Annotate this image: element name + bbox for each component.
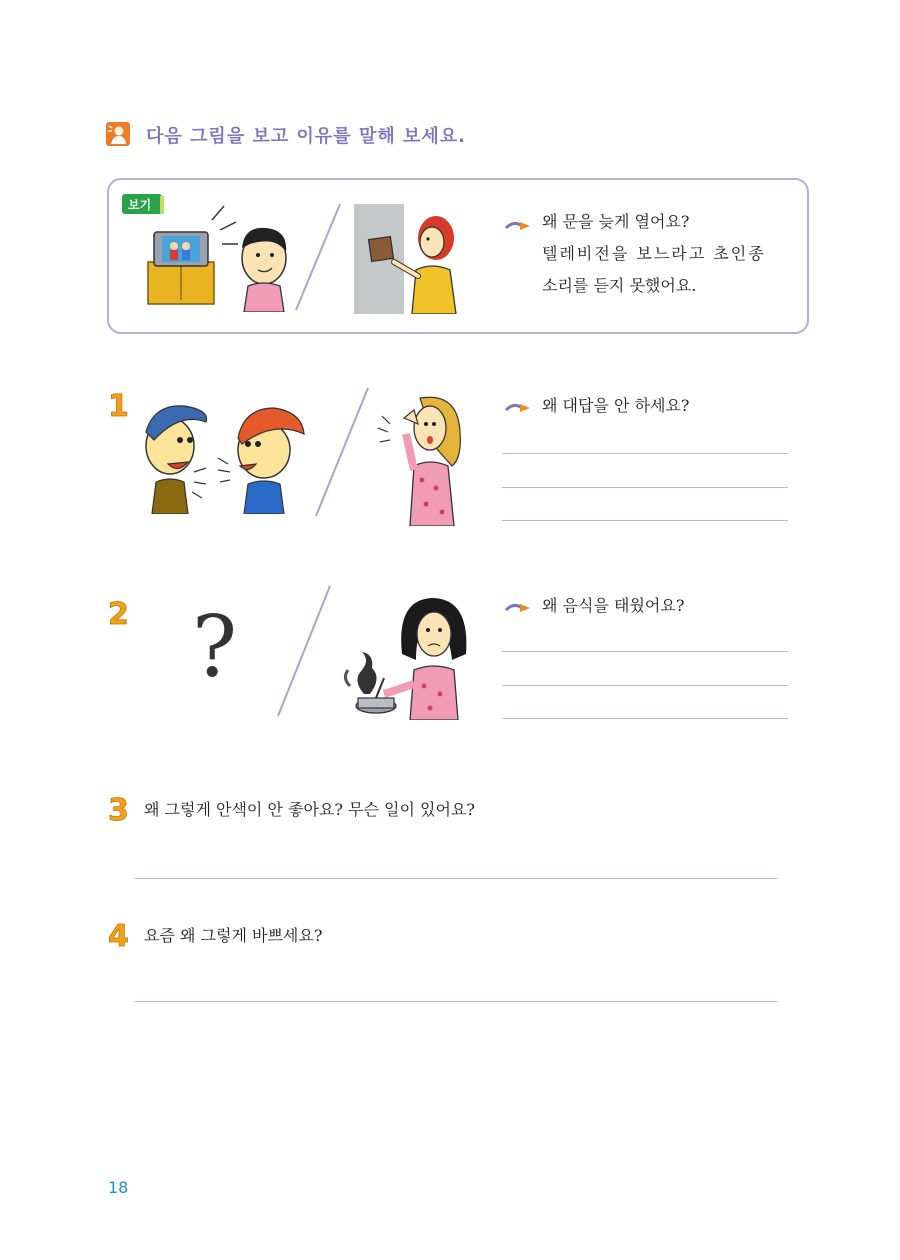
door-opening-illustration <box>352 204 464 314</box>
item-2-question: 왜 음식을 태웠어요? <box>542 596 685 615</box>
answer-line[interactable] <box>502 685 788 686</box>
item-3-number: 3 <box>108 793 129 828</box>
item-4-question: 요즘 왜 그렇게 바쁘세요? <box>144 926 323 945</box>
answer-line[interactable] <box>134 1001 778 1002</box>
arrow-icon <box>504 600 534 614</box>
example-answer-line-1: 텔레비전을 보느라고 초인종 <box>542 244 766 263</box>
number-badge-icon <box>104 384 138 424</box>
arrow-icon <box>504 218 534 232</box>
answer-line[interactable] <box>502 453 788 454</box>
divider-line <box>310 384 374 520</box>
arrow-icon <box>504 400 534 414</box>
example-question: 왜 문을 늦게 열어요? <box>542 212 690 231</box>
woman-burning-food-illustration <box>340 594 472 720</box>
item-1-number: 1 <box>108 389 129 424</box>
speaking-person-icon <box>106 122 130 146</box>
item-3-question: 왜 그렇게 안색이 안 좋아요? 무슨 일이 있어요? <box>144 800 475 819</box>
question-mark-icon <box>186 598 242 688</box>
page-number: 18 <box>108 1178 129 1197</box>
divider-line <box>272 582 336 720</box>
number-badge-icon <box>104 914 138 954</box>
example-answer-line-2: 소리를 듣지 못했어요. <box>542 276 697 295</box>
answer-line[interactable] <box>502 718 788 719</box>
item-1-question: 왜 대답을 안 하세요? <box>542 396 690 415</box>
answer-line[interactable] <box>502 651 788 652</box>
page-title: 다음 그림을 보고 이유를 말해 보세요. <box>146 126 466 147</box>
example-badge-label: 보기 <box>128 198 152 212</box>
two-men-talking-illustration <box>134 396 310 514</box>
answer-line[interactable] <box>502 487 788 488</box>
woman-waving-illustration <box>376 388 470 526</box>
answer-line[interactable] <box>134 878 778 879</box>
divider-line <box>290 200 350 314</box>
number-badge-icon <box>104 788 138 828</box>
item-2-number: 2 <box>108 597 129 632</box>
number-badge-icon <box>104 592 138 632</box>
answer-line[interactable] <box>502 520 788 521</box>
tv-watching-illustration <box>140 200 310 312</box>
question-mark: ? <box>192 598 238 688</box>
item-4-number: 4 <box>108 919 129 954</box>
